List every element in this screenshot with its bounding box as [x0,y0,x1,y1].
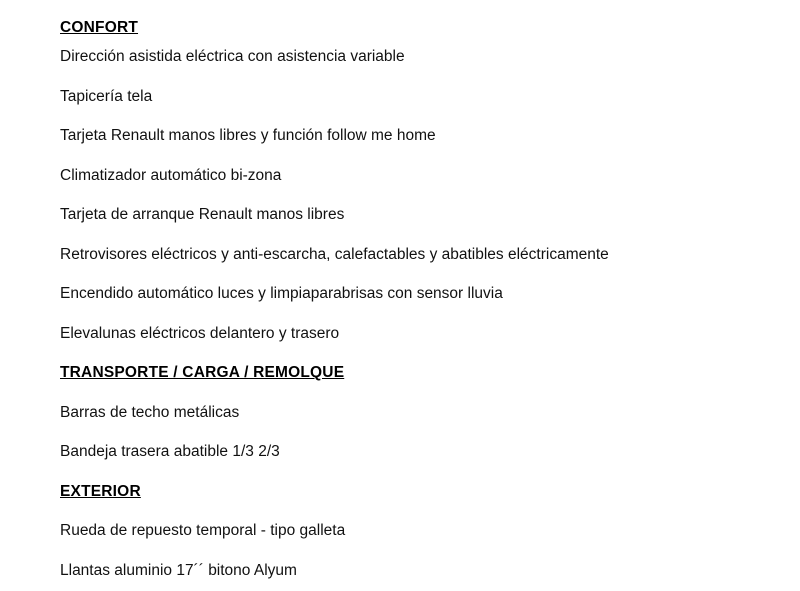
list-item [60,236,800,276]
list-item [60,315,800,355]
feature-item: Elevalunas eléctricos delantero y trasero [60,324,340,342]
feature-item: Tapicería tela [60,87,153,105]
section-heading-confort: CONFORT [60,19,139,37]
section-transporte-carga-remolque [60,354,800,473]
feature-item: Dirección asistida eléctrica con asistencia variable [60,48,405,66]
feature-item: Tarjeta Renault manos libres y función follow me home [60,127,436,145]
list-item [60,196,800,236]
list-item [60,117,800,157]
list-item [60,275,800,315]
list-item [60,157,800,197]
list-item [60,394,800,434]
list-item [60,552,800,591]
list-item [60,512,800,552]
feature-item: Bandeja trasera abatible 1/3 2/3 [60,443,280,461]
section-heading-row [60,354,800,394]
section-heading-row [60,6,800,38]
list-item [60,78,800,118]
list-item [60,433,800,473]
feature-item: Climatizador automático bi-zona [60,166,282,184]
section-confort [60,6,800,354]
section-exterior [60,473,800,591]
section-heading-transporte: TRANSPORTE / CARGA / REMOLQUE [60,364,345,382]
list-item [60,38,800,78]
feature-item: Barras de techo metálicas [60,403,240,421]
feature-item: Retrovisores eléctricos y anti-escarcha, calefactables y abatibles eléctricamente [60,245,609,263]
feature-item: Rueda de repuesto temporal - tipo galleta [60,522,346,540]
feature-item: Tarjeta de arranque Renault manos libres [60,206,345,224]
feature-item: Llantas aluminio 17´´ bitono Alyum [60,561,297,579]
section-heading-exterior: EXTERIOR [60,482,141,500]
section-heading-row [60,473,800,513]
feature-item: Encendido automático luces y limpiaparabrisas con sensor lluvia [60,285,503,303]
